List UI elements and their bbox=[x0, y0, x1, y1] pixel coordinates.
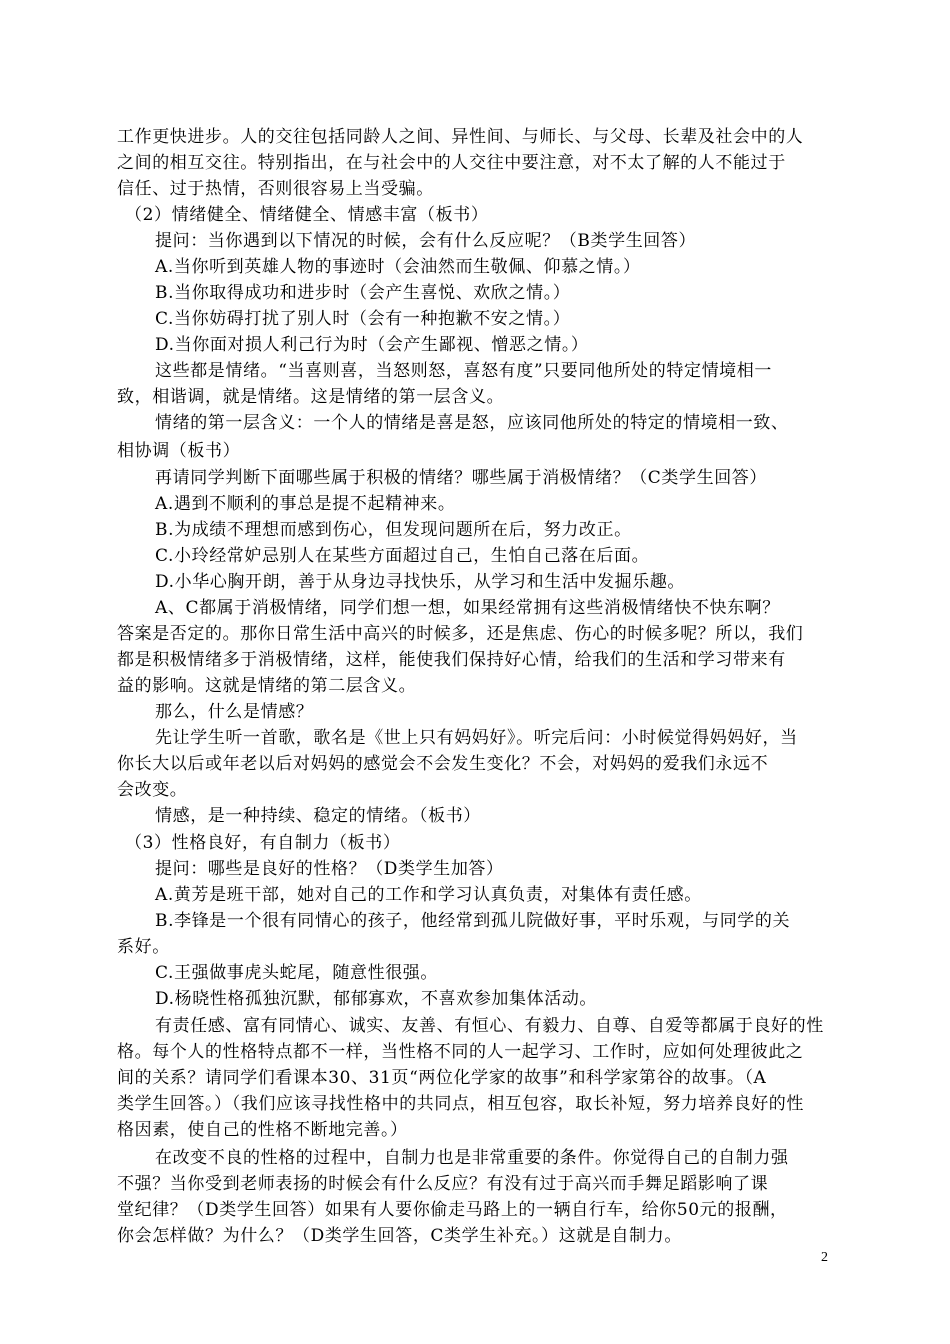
text-line: 益的影响。这就是情绪的第二层含义。 bbox=[117, 676, 417, 696]
text-line: 这些都是情绪。“当喜则喜，当怒则怒，喜怒有度”只要同他所处的特定情境相一 bbox=[155, 361, 772, 381]
text-line: 信任、过于热情，否则很容易上当受骗。 bbox=[117, 179, 434, 199]
text-line: B.当你取得成功和进步时（会产生喜悦、欢欣之情。） bbox=[155, 283, 571, 303]
text-line: 格。每个人的性格特点都不一样，当性格不同的人一起学习、工作时，应如何处理彼此之 bbox=[117, 1042, 804, 1062]
text-line: A.当你听到英雄人物的事迹时（会油然而生敬佩、仰慕之情。） bbox=[155, 257, 641, 277]
text-line: 系好。 bbox=[117, 937, 170, 957]
document-body bbox=[117, 124, 847, 1249]
text-line: 提问：当你遇到以下情况的时候，会有什么反应呢？（B类学生回答） bbox=[155, 231, 697, 251]
text-line: 先让学生听一首歌，歌名是《世上只有妈妈好》。听完后问：小时候觉得妈妈好，当 bbox=[155, 728, 798, 748]
text-line: 情绪的第一层含义：一个人的情绪是喜是怒，应该同他所处的特定的情境相一致、 bbox=[155, 413, 789, 433]
text-line: A.遇到不顺利的事总是提不起精神来。 bbox=[155, 494, 456, 514]
text-line: A、C都属于消极情绪，同学们想一想，如果经常拥有这些消极情绪快不快东啊？ bbox=[155, 598, 780, 618]
text-line: 那么，什么是情感？ bbox=[155, 702, 314, 722]
text-line: 工作更快进步。人的交往包括同龄人之间、异性间、与师长、与父母、长辈及社会中的人 bbox=[117, 127, 804, 147]
text-line: A.黄芳是班干部，她对自己的工作和学习认真负责，对集体有责任感。 bbox=[155, 885, 702, 905]
text-line: 格因素，使自己的性格不断地完善。） bbox=[117, 1120, 408, 1140]
text-line: B.李锋是一个很有同情心的孩子，他经常到孤儿院做好事，平时乐观，与同学的关 bbox=[155, 911, 791, 931]
text-line: D.小华心胸开朗，善于从身边寻找快乐，从学习和生活中发掘乐趣。 bbox=[155, 572, 686, 592]
text-line: D.杨晓性格孤独沉默，郁郁寡欢，不喜欢参加集体活动。 bbox=[155, 989, 598, 1009]
text-line: C.王强做事虎头蛇尾，随意性很强。 bbox=[155, 963, 439, 983]
text-line: 有责任感、富有同情心、诚实、友善、有恒心、有毅力、自尊、自爱等都属于良好的性 bbox=[155, 1016, 824, 1036]
text-line: C.小玲经常妒忌别人在某些方面超过自己，生怕自己落在后面。 bbox=[155, 546, 650, 566]
text-line: 答案是否定的。那你日常生活中高兴的时候多，还是焦虑、伤心的时候多呢？所以，我们 bbox=[117, 624, 804, 644]
text-line: （3）性格良好，有自制力（板书） bbox=[125, 833, 401, 853]
text-line: 致，相谐调，就是情绪。这是情绪的第一层含义。 bbox=[117, 387, 505, 407]
text-line: 不强？当你受到老师表扬的时候会有什么反应？有没有过于高兴而手舞足蹈影响了课 bbox=[117, 1174, 769, 1194]
text-line: 类学生回答。）（我们应该寻找性格中的共同点，相互包容，取长补短，努力培养良好的性 bbox=[117, 1094, 804, 1114]
text-line: 间的关系？请同学们看课本30、31页“两位化学家的故事”和科学家第谷的故事。（A bbox=[117, 1068, 767, 1088]
text-line: B.为成绩不理想而感到伤心，但发现问题所在后，努力改正。 bbox=[155, 520, 632, 540]
text-line: 堂纪律？（D类学生回答）如果有人要你偷走马路上的一辆自行车，给你50元的报酬， bbox=[117, 1200, 788, 1220]
text-line: 你会怎样做？为什么？（D类学生回答，C类学生补充。）这就是自制力。 bbox=[117, 1226, 682, 1246]
text-line: 提问：哪些是良好的性格？（D类学生加答） bbox=[155, 859, 504, 879]
page-number: 2 bbox=[821, 1250, 828, 1265]
text-line: 你长大以后或年老以后对妈妈的感觉会不会发生变化？不会，对妈妈的爱我们永远不 bbox=[117, 754, 769, 774]
text-line: 相协调（板书） bbox=[117, 441, 241, 461]
text-line: 之间的相互交往。特别指出，在与社会中的人交往中要注意，对不太了解的人不能过于 bbox=[117, 153, 786, 173]
text-line: （2）情绪健全、情绪健全、情感丰富（板书） bbox=[125, 205, 489, 225]
text-line: D.当你面对损人利己行为时（会产生鄙视、憎恶之情。） bbox=[155, 335, 589, 355]
text-line: C.当你妨碍打扰了别人时（会有一种抱歉不安之情。） bbox=[155, 309, 571, 329]
text-line: 都是积极情绪多于消极情绪，这样，能使我们保持好心情，给我们的生活和学习带来有 bbox=[117, 650, 786, 670]
text-line: 情感，是一种持续、稳定的情绪。（板书） bbox=[155, 806, 481, 826]
text-line: 再请同学判断下面哪些属于积极的情绪？哪些属于消极情绪？（C类学生回答） bbox=[155, 468, 768, 488]
text-line: 在改变不良的性格的过程中，自制力也是非常重要的条件。你觉得自己的自制力强 bbox=[155, 1148, 789, 1168]
text-line: 会改变。 bbox=[117, 780, 188, 800]
